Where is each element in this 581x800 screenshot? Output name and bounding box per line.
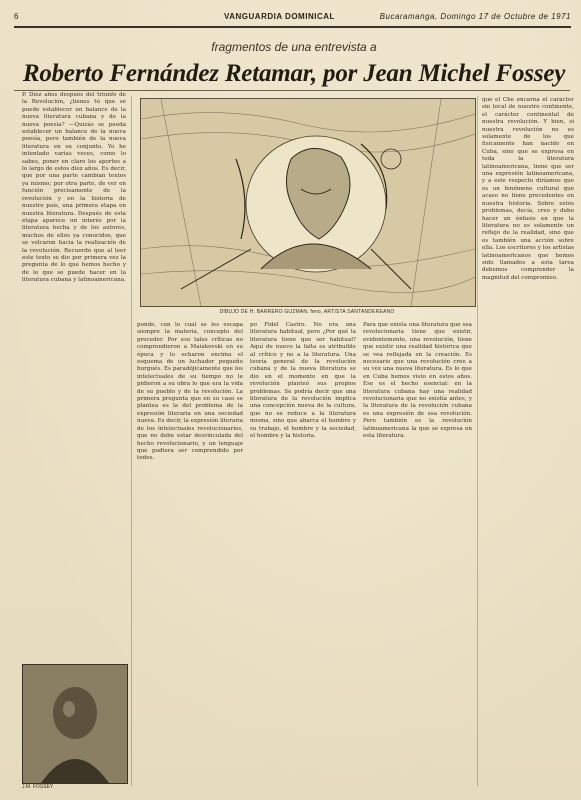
- photo-image: [23, 665, 127, 783]
- article-column-4: [363, 322, 472, 792]
- photo-credit: J.M. FOSSEY: [22, 784, 54, 790]
- article-column-1: [22, 92, 126, 655]
- paper-name: VANGUARDIA DOMINICAL: [224, 12, 335, 21]
- article-headline: Roberto Fernández Retamar, por Jean Michel Fossey: [22, 60, 566, 87]
- article-column-5: [482, 97, 574, 792]
- column-4-text: Para que exista una literatura que sea revolucionaria tiene que existir, evidentemente, una revolución, tiene que existir una realidad histórica que se vea reflejada en la creación. Es necesario que una revolución cree a su vez una nueva literatura. Es lo que en Cuba hemos visto en estos años. Ese es el hecho esencial: en la literatura cubana hay una realidad revolucionaria que no existía antes, y la literatura de la revolución cubana es una expresión de esa revolución. Pero también es la revolución latinoamericana la que se expresa en esta literatura.: [363, 322, 472, 440]
- column-2-text: ponde, con lo cual se les escapa siempre la materia, concepto del proceder. Por eso tales críticas no comprendieron a Maiakovski en su época y lo echaron encima el esquema de un luchador pequeño burgués. Es paradójicamente que los intelectuales de su tiempo no le pidieron a su obra lo que era la vida de su pueblo y de la revolución. La primera pregunta que en su caso se plantea es la del problema de la expresión literaria en una sociedad nueva. Es decir, la expresión literaria de los intelectuales revolucionarios, que no debe estar desvinculada del hecho revolucionario, y un lenguaje que pudiera ser comprendido por todos.: [137, 322, 243, 462]
- column-1-text: P. Diez años después del triunfo de la Revolución, ¿tienes tú que se puede establecer un balance de la nueva literatura cubana y de la nueva poesía? —Quizás se pueda establecer un balance de la nueva poesía, pero también de la nueva literatura en su conjunto. Yo he intentado varias veces, como lo sabes, poner en claro los aportes a lo largo de estos diez años. Es decir, que por una parte cambian textos ya mismo; por otra parte, de ver en función precisamente de la revolución y en la historia de nuestro país, una primera etapa en nuestra literatura. Después de esta etapa aparece un interés por la literatura hecha y de los autores, muchos de ellos ya conocidos, que se volcaron hacia la realización de la revolución. Recuerdo que al leer este texto se dio por primera vez la pregunta de lo que hemos hecho y de lo que se puede hacer en la literatura cubana y latinoamericana.: [22, 92, 126, 284]
- column-divider: [131, 96, 132, 786]
- column-3-text: po Fidel Castro. No era una literatura habitual, pero ¿Por qué la literatura tiene que ser habitual? Aquí de nuevo la falta es atribuible al crítico y no a la literatura. Una teoría general de la revolución cubana y de la nueva literatura se dio en el momento en que la revolución planteó sus propios problemas. Se podría decir que una literatura de la revolución implica una concepción nueva de la cultura, que no se reduce a la literatura misma, sino que abarca el hombre y su trabajo, el hombre y la sociedad, el hombre y la historia.: [250, 322, 356, 440]
- article-column-2: [137, 322, 243, 792]
- article-kicker: fragmentos de una entrevista a: [211, 40, 377, 54]
- illustration-drawing: [141, 99, 475, 306]
- page-number: 6: [14, 12, 19, 21]
- article-illustration: [140, 98, 476, 307]
- author-photo: [22, 664, 128, 784]
- column-divider: [477, 96, 478, 786]
- date-line: Bucaramanga, Domingo 17 de Octubre de 1971: [379, 12, 571, 21]
- masthead-bar: [14, 8, 571, 28]
- headline-rule: [14, 90, 570, 91]
- illustration-caption: DIBUJO DE H. BARRERO GUZMAN, feno, ARTISTA SANTANDEREANO: [219, 309, 395, 315]
- article-column-3: [250, 322, 356, 792]
- column-5-text: que el Che encarna el carácter sin local de nuestro continente, el carácter continental de nuestra revolución. Y bien, si nuestra revolución no es solamente de los que fisicamente han nacido en Cuba, sino que se expresa en toda la literatura latinoamericana, tiene que ser una expresión latinoamericana, y a este respecto diríamos que es un fenómeno cultural que acaso no tiene precedentes en nuestra historia. Sobre estos problemas, decía, creo y debo hacer un énfasis en que la literatura no es solamente un reflejo de la realidad, sino que es también una acción sobre ella. Los escritores y los artistas latinoamericanos que hemos sido llamados a esta tarea debemos comprender la magnitud del compromiso.: [482, 97, 574, 281]
